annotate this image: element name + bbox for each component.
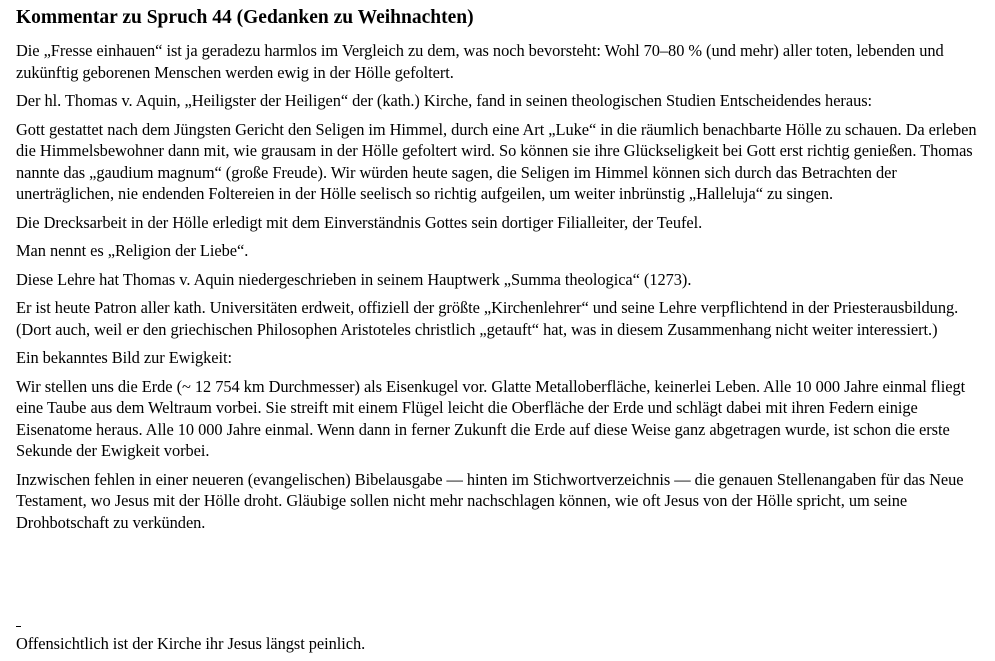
document-body <box>16 6 986 540</box>
document-title: Kommentar zu Spruch 44 (Gedanken zu Weihnachten) <box>16 7 474 28</box>
paragraph-dirty-work: Die Drecksarbeit in der Hölle erledigt mit dem Einverständnis Gottes sein dortiger Filialleiter, der Teufel. <box>16 212 703 232</box>
paragraph-eternity-image: Wir stellen uns die Erde (~ 12 754 km Durchmesser) als Eisenkugel vor. Glatte Metalloberfläche, keinerlei Leben. Alle 10 000 Jahre einmal fliegt eine Taube aus dem Weltraum vorbei. Sie streift mit einem Flügel leicht die Oberfläche der Erde und schlägt dabei mit ihren Federn einige Eisenatome heraus. Alle 10 000 Jahre einmal. Wenn dann in ferner Zukunft die Erde auf diese Weise ganz abgetragen wurde, ist schon die erste Sekunde der Ewigkeit vorbei. <box>16 376 966 460</box>
paragraph-luke: Gott gestattet nach dem Jüngsten Gericht den Seligen im Himmel, durch eine Art „Luke“ in die räumlich benachbarte Hölle zu schauen. Da erleben die Himmelsbewohner dann mit, wie grausam in der Hölle gefoltert wird. So können sie ihre Glückseligkeit bei Gott erst richtig genießen. Thomas nannte das „gaudium magnum“ (große Freude). Wir würden heute sagen, die Seligen im Himmel können sich durch das Betrachten der unerträglichen, nie endenden Foltereien in der Hölle seelisch so richtig aufgeilen, um weiter inbrünstig „Halleluja“ zu singen. <box>16 119 977 203</box>
paragraph-intro: Die „Fresse einhauen“ ist ja geradezu harmlos im Vergleich zu dem, was noch bevorsteht: Wohl 70–80 % (und mehr) aller toten, lebenden und zukünftig geborenen Menschen werden ewig in der Hölle gefoltert. <box>16 41 944 82</box>
paragraph-eternity-intro: Ein bekanntes Bild zur Ewigkeit: <box>16 348 232 367</box>
paragraph-thomas: Der hl. Thomas v. Aquin, „Heiligster der Heiligen“ der (kath.) Kirche, fand in seinen theologischen Studien Entscheidendes heraus: <box>16 91 873 110</box>
paragraph-bible-edition: Inzwischen fehlen in einer neueren (evangelischen) Bibelausgabe — hinten im Stichwortverzeichnis — die genauen Stellenangaben für das Neue Testament, wo Jesus mit der Hölle droht. Gläubige sollen nicht mehr nachschlagen können, wie oft Jesus von der Hölle spricht, um seine Drohbotschaft zu verkünden. <box>16 469 964 532</box>
paragraph-religion-of-love: Man nennt es „Religion der Liebe“. <box>16 241 249 260</box>
footnote-dash <box>16 626 21 627</box>
paragraph-summa: Diese Lehre hat Thomas v. Aquin niedergeschrieben in seinem Hauptwerk „Summa theologica“ (1273). <box>16 269 692 289</box>
paragraph-patron: Er ist heute Patron aller kath. Universitäten erdweit, offiziell der größte „Kirchenlehrer“ und seine Lehre verpflichtend in der Priesterausbildung. (Dort auch, weil er den griechischen Philosophen Aristoteles christlich „getauft“ hat, was in diesem Zusammenhang nicht weiter interessiert.) <box>16 298 959 339</box>
paragraph-closing: Offensichtlich ist der Kirche ihr Jesus längst peinlich. <box>16 634 366 653</box>
